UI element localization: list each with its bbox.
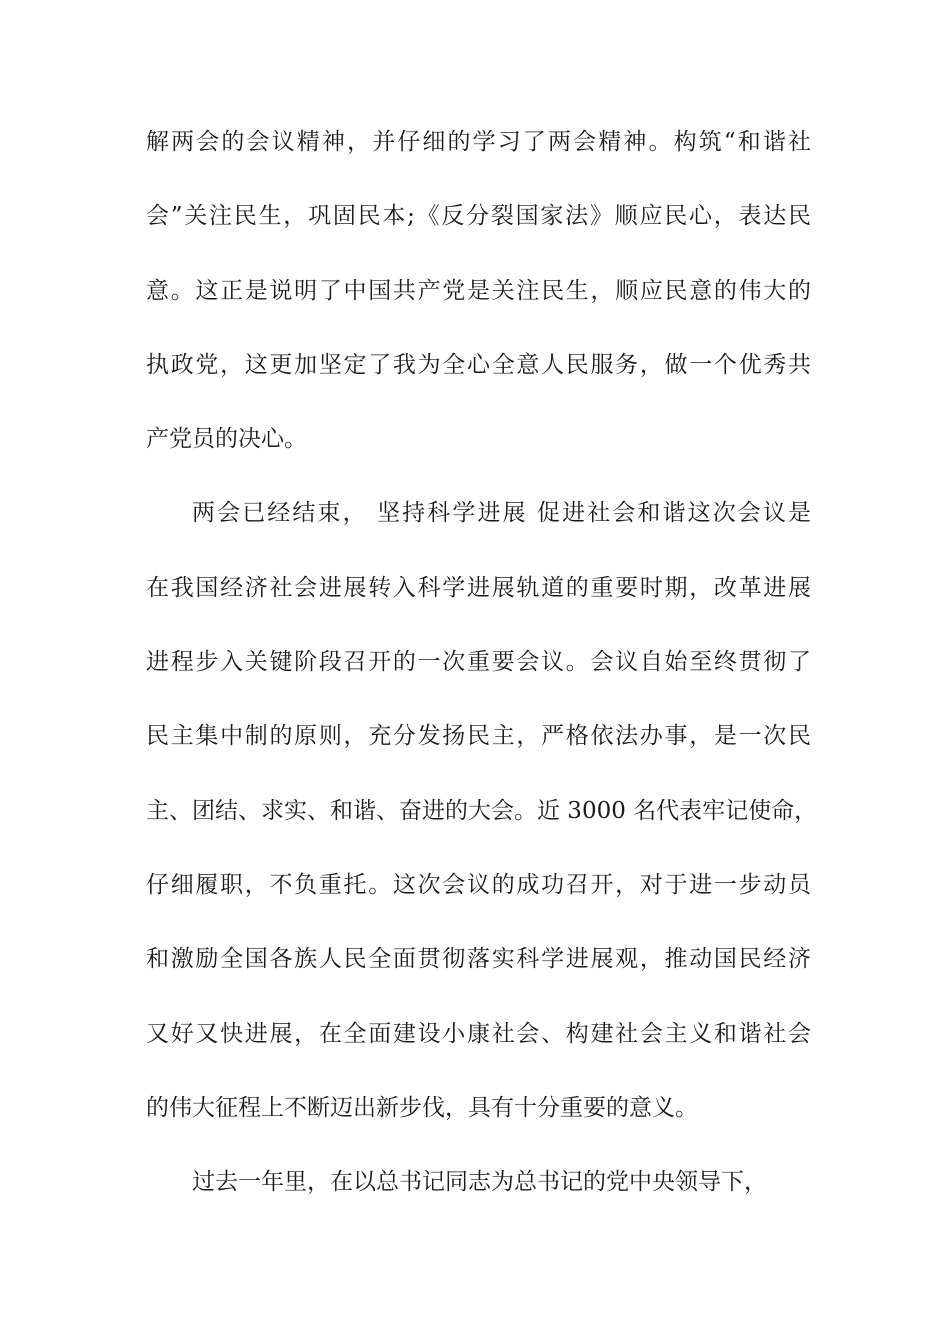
text-line: 两会已经结束， 坚持科学进展 促进社会和谐这次会议是 [192,500,811,527]
text-line: 仔细履职，不负重托。这次会议的成功召开，对于进一步动员 [146,871,811,898]
text-line: 意。这正是说明了中国共产党是关注民生，顺应民意的伟大的 [146,277,811,304]
text-line: 又好又快进展，在全面建设小康社会、构建社会主义和谐社会 [146,1020,811,1047]
text-line: 民主集中制的原则，充分发扬民主，严格依法办事，是一次民 [146,723,811,750]
text-line: 过去一年里，在以总书记同志为总书记的党中央领导下， [192,1169,767,1196]
text-line: 的伟大征程上不断迈出新步伐，具有十分重要的意义。 [146,1094,698,1121]
text-line: 会”关注民生，巩固民本;《反分裂国家法》顺应民心，表达民 [146,203,811,230]
text-line: 产党员的决心。 [146,426,307,453]
text-line: 和激励全国各族人民全面贯彻落实科学进展观，推动国民经济 [146,946,811,973]
text-line: 主、团结、求实、和谐、奋进的大会。近 3000 名代表牢记使命， [146,797,818,824]
text-line: 执政党，这更加坚定了我为全心全意人民服务，做一个优秀共 [146,351,811,378]
text-line: 在我国经济社会进展转入科学进展轨道的重要时期，改革进展 [146,574,811,601]
document-body [146,124,818,1238]
text-line: 进程步入关键阶段召开的一次重要会议。会议自始至终贯彻了 [146,649,811,676]
text-line: 解两会的会议精神，并仔细的学习了两会精神。构筑“和谐社 [146,129,811,155]
